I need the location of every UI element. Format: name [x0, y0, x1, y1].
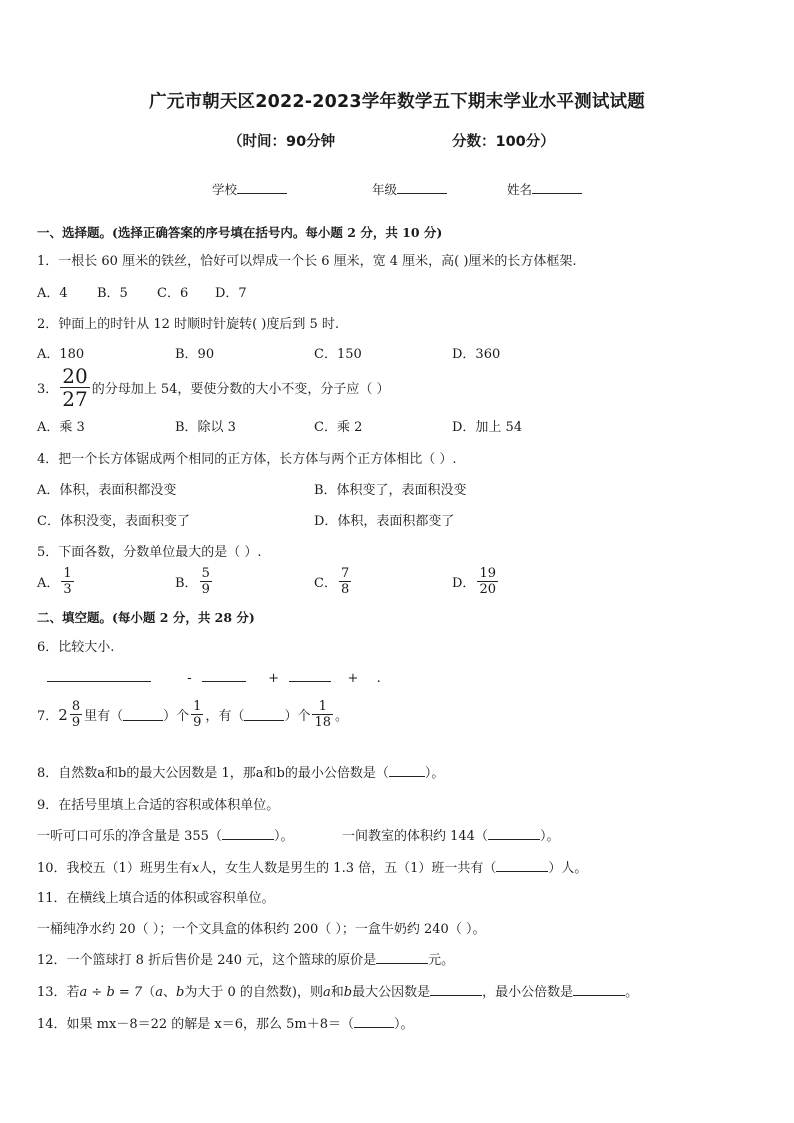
- q1-option-c[interactable]: C．6: [157, 286, 189, 301]
- q7-f1-numerator: 8: [71, 699, 81, 714]
- q9-blank-1[interactable]: [222, 827, 274, 840]
- q14-text-b: ）。: [394, 1017, 414, 1032]
- q5-option-c[interactable]: [314, 567, 353, 596]
- q6-blank-1[interactable]: [47, 669, 151, 682]
- q7-text-1: 里有（: [84, 709, 124, 724]
- q3-numerator: 20: [62, 364, 88, 388]
- q2-option-d[interactable]: D．360: [452, 347, 501, 362]
- q9-line-1: [37, 825, 293, 844]
- q3-number: 3．: [37, 382, 59, 397]
- q1-option-d[interactable]: D．7: [215, 286, 247, 301]
- q13-text-g: ，最小公倍数是: [482, 985, 574, 1000]
- q5-b-numerator: 5: [201, 566, 210, 581]
- question-7: [37, 700, 348, 729]
- q3-option-c[interactable]: C．乘 2: [314, 420, 363, 435]
- q7-f1-denominator: 9: [71, 715, 81, 730]
- q10-blank[interactable]: [496, 859, 548, 872]
- exam-score: 分数：100分）: [452, 134, 555, 150]
- q5-c-label: C．: [314, 576, 337, 591]
- school-label: 学校: [212, 182, 238, 197]
- q12-blank[interactable]: [376, 951, 428, 964]
- q13-var-b: b: [176, 985, 185, 1000]
- q13-text-a: 13．若: [37, 985, 80, 1000]
- section2-heading: 二、填空题。(每小题 2 分，共 28 分): [37, 610, 255, 625]
- q5-option-d[interactable]: [452, 567, 500, 596]
- q4-option-a[interactable]: A．体积，表面积都没变: [37, 483, 177, 498]
- q9-l2-text-a: 一间教室的体积约 144（: [342, 829, 488, 844]
- q7-whole: 2: [58, 705, 68, 724]
- q7-blank-2[interactable]: [244, 708, 284, 721]
- q6-blank-2[interactable]: [202, 669, 246, 682]
- q5-c-fraction: [339, 567, 351, 596]
- q11-line: 一桶纯净水约 20（ ）；一个文具盒的体积约 200（ ）；一盒牛奶约 240（ ）。: [37, 922, 486, 937]
- q1-option-a[interactable]: A．4: [37, 286, 68, 301]
- question-1: 1．一根长 60 厘米的铁丝，恰好可以焊成一个长 6 厘米，宽 4 厘米，高( )厘米的长方体框架.: [37, 254, 577, 269]
- q7-text-2: ）个: [163, 709, 190, 724]
- q3-option-b[interactable]: B．除以 3: [175, 420, 236, 435]
- page-title: 广元市朝天区2022-2023学年数学五下期末学业水平测试试题: [149, 92, 645, 112]
- question-2: 2．钟面上的时针从 12 时顺时针旋转( )度后到 5 时.: [37, 317, 340, 332]
- q7-f2-numerator: 1: [193, 699, 202, 714]
- grade-field: [372, 180, 447, 198]
- q14-text-a: 14．如果 mx－8＝22 的解是 x＝6，那么 5m＋8＝（: [37, 1017, 355, 1032]
- q1-option-b[interactable]: B．5: [97, 286, 128, 301]
- q2-option-c[interactable]: C．150: [314, 347, 362, 362]
- q7-text-3: ，有（: [205, 709, 245, 724]
- q5-c-denominator: 8: [340, 582, 350, 597]
- q13-text-e: 和: [330, 985, 344, 1000]
- q13-blank-1[interactable]: [430, 983, 482, 996]
- q13-expression: a ÷ b = 7: [79, 985, 143, 1000]
- q8-text-a: 8．自然数a和b的最大公因数是 1，那a和b的最小公倍数是（: [37, 766, 389, 781]
- question-4: 4．把一个长方体锯成两个相同的正方体，长方体与两个正方体相比（ ）.: [37, 452, 457, 467]
- exam-time: （时间：90分钟: [228, 134, 336, 150]
- q13-var-b-2: b: [343, 985, 353, 1000]
- q3-option-a[interactable]: A．乘 3: [37, 420, 85, 435]
- q9-l1-text-a: 一听可口可乐的净含量是 355（: [37, 829, 222, 844]
- q6-plus-sign-2: +: [347, 671, 359, 686]
- q3-fraction: [60, 366, 89, 409]
- q5-b-label: B．: [175, 576, 198, 591]
- q2-option-b[interactable]: B．90: [175, 347, 215, 362]
- q7-text-5: 。: [335, 709, 349, 724]
- q7-f2-denominator: 9: [193, 715, 202, 730]
- q13-var-a-2: a: [322, 985, 331, 1000]
- q5-option-b[interactable]: [175, 567, 214, 596]
- q10-text-c: ）人。: [548, 861, 588, 876]
- q5-option-a[interactable]: [37, 567, 76, 596]
- question-3: [37, 366, 390, 409]
- q6-plus-sign-1: +: [268, 671, 280, 686]
- q4-option-c[interactable]: C．体积没变，表面积变了: [37, 514, 190, 529]
- q13-text-h: 。: [625, 985, 639, 1000]
- q13-blank-2[interactable]: [573, 983, 625, 996]
- question-5: 5．下面各数，分数单位最大的是（ ）.: [37, 545, 262, 560]
- q13-var-a: a: [155, 985, 163, 1000]
- grade-label: 年级: [372, 182, 398, 197]
- q5-b-fraction: [200, 567, 212, 596]
- q4-option-b[interactable]: B．体积变了，表面积没变: [314, 483, 467, 498]
- q3-text: 的分母加上 54，要使分数的大小不变，分子应（ ）: [91, 382, 390, 397]
- q5-d-numerator: 19: [479, 566, 496, 581]
- school-field: [212, 180, 287, 198]
- q12-text-a: 12．一个篮球打 8 折后售价是 240 元，这个篮球的原价是: [37, 953, 377, 968]
- question-10: [37, 857, 587, 876]
- q4-option-d[interactable]: D．体积，表面积都变了: [314, 514, 455, 529]
- q2-option-a[interactable]: A．180: [37, 347, 85, 362]
- q5-c-numerator: 7: [340, 566, 350, 581]
- name-blank[interactable]: [532, 180, 582, 194]
- q12-text-b: 元。: [428, 953, 455, 968]
- q7-f3-denominator: 18: [314, 715, 331, 730]
- q9-l1-text-b: ）。: [273, 829, 294, 844]
- name-label: 姓名: [507, 182, 533, 197]
- q5-a-numerator: 1: [63, 566, 72, 581]
- q9-line-2: [342, 825, 559, 844]
- q9-blank-2[interactable]: [488, 827, 540, 840]
- q6-compare-row: [47, 669, 381, 686]
- q7-f3-numerator: 1: [318, 699, 327, 714]
- q13-text-d: 为大于 0 的自然数)，则: [184, 985, 323, 1000]
- q7-blank-1[interactable]: [123, 708, 163, 721]
- q5-b-denominator: 9: [201, 582, 210, 597]
- grade-blank[interactable]: [397, 180, 447, 194]
- q5-a-denominator: 3: [63, 582, 72, 597]
- q14-blank[interactable]: [354, 1015, 394, 1028]
- question-12: [37, 949, 454, 968]
- q13-text-f: 最大公因数是: [352, 985, 431, 1000]
- question-9: 9．在括号里填上合适的容积或体积单位。: [37, 798, 280, 813]
- q7-text-4: ）个: [284, 709, 311, 724]
- q3-denominator: 27: [62, 387, 88, 411]
- q6-blank-3[interactable]: [289, 669, 331, 682]
- q5-d-fraction: [477, 567, 498, 596]
- section1-heading: 一、选择题。(选择正确答案的序号填在括号内。每小题 2 分，共 10 分): [37, 225, 443, 240]
- q13-text-b: （: [142, 985, 156, 1000]
- q7-fraction-3: [312, 700, 333, 729]
- question-11: 11．在横线上填合适的体积或容积单位。: [37, 891, 275, 906]
- q7-number: 7．: [37, 709, 59, 724]
- question-8: [37, 762, 444, 781]
- name-field: [507, 180, 582, 198]
- q10-text-b: 人，女生人数是男生的 1.3 倍，五（1）班一共有（: [199, 861, 497, 876]
- q9-l2-text-b: ）。: [539, 829, 560, 844]
- q6-minus-sign: -: [187, 671, 192, 686]
- q6-end-mark: .: [376, 671, 381, 686]
- question-14: [37, 1013, 414, 1032]
- q8-blank[interactable]: [389, 764, 425, 777]
- q10-text-a: 10．我校五（1）班男生有: [37, 861, 192, 876]
- q3-option-d[interactable]: D．加上 54: [452, 420, 523, 435]
- q5-d-label: D．: [452, 576, 476, 591]
- q7-fraction-2: [191, 700, 203, 729]
- school-blank[interactable]: [237, 180, 287, 194]
- q5-d-denominator: 20: [479, 582, 496, 597]
- q5-a-fraction: [61, 567, 73, 596]
- q5-a-label: A．: [37, 576, 60, 591]
- question-13: [37, 981, 638, 1000]
- q8-text-b: ）。: [424, 766, 445, 781]
- q7-fraction-1: [70, 700, 82, 729]
- question-6: 6．比较大小.: [37, 640, 115, 655]
- q13-text-c: 、: [163, 985, 177, 1000]
- q10-variable: x: [191, 861, 200, 876]
